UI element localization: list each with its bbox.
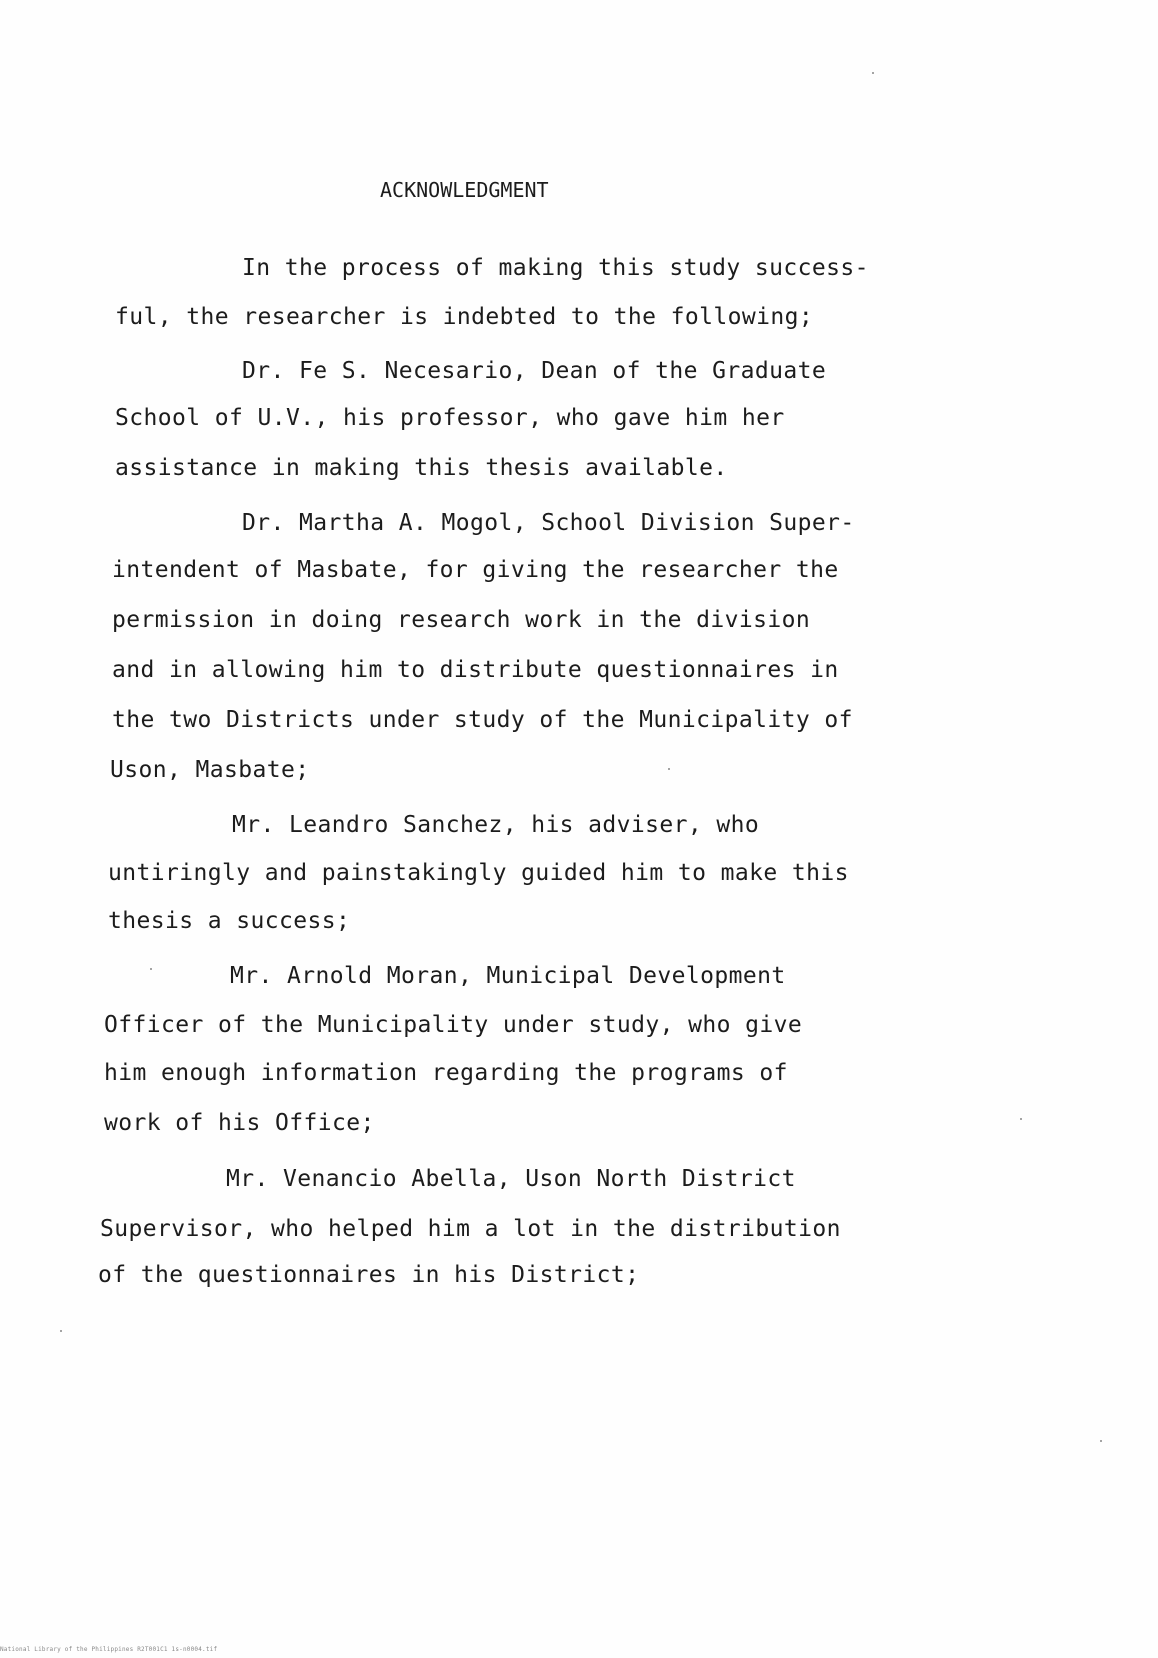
text-line: work of his Office;	[104, 1110, 375, 1136]
text-line: Mr. Venancio Abella, Uson North District	[226, 1166, 796, 1192]
text-line: ful, the researcher is indebted to the following;	[115, 304, 814, 330]
text-line: him enough information regarding the programs of	[104, 1060, 788, 1086]
text-line: permission in doing research work in the division	[112, 607, 811, 633]
text-line: Mr. Arnold Moran, Municipal Development	[230, 963, 786, 989]
scan-speck	[872, 72, 874, 74]
text-line: Mr. Leandro Sanchez, his adviser, who	[232, 812, 760, 838]
text-line: School of U.V., his professor, who gave him her	[115, 405, 785, 431]
scan-speck	[1100, 1440, 1102, 1442]
text-line: Officer of the Municipality under study, who give	[104, 1012, 803, 1038]
text-line: the two Districts under study of the Municipality of	[112, 707, 853, 733]
scan-speck	[150, 968, 152, 970]
scan-footer-note: National Library of the Philippines R2T001C1 1s-n0004.tif	[0, 1646, 218, 1653]
text-line: and in allowing him to distribute questionnaires in	[112, 657, 839, 683]
scan-speck	[668, 768, 670, 770]
scan-speck	[60, 1330, 62, 1332]
text-line: of the questionnaires in his District;	[98, 1262, 640, 1288]
scan-speck	[1020, 1118, 1022, 1120]
text-line: intendent of Masbate, for giving the researcher the	[112, 557, 839, 583]
text-line: untiringly and painstakingly guided him to make this	[108, 860, 849, 886]
text-line: In the process of making this study success-	[242, 255, 869, 281]
text-line: assistance in making this thesis available.	[115, 455, 728, 481]
text-line: Supervisor, who helped him a lot in the distribution	[100, 1216, 841, 1242]
text-line: Dr. Fe S. Necesario, Dean of the Graduate	[242, 358, 827, 384]
text-line: thesis a success;	[108, 908, 351, 934]
text-line: Dr. Martha A. Mogol, School Division Super-	[242, 510, 855, 536]
page-title: ACKNOWLEDGMENT	[380, 178, 549, 202]
text-line: Uson, Masbate;	[110, 757, 310, 783]
